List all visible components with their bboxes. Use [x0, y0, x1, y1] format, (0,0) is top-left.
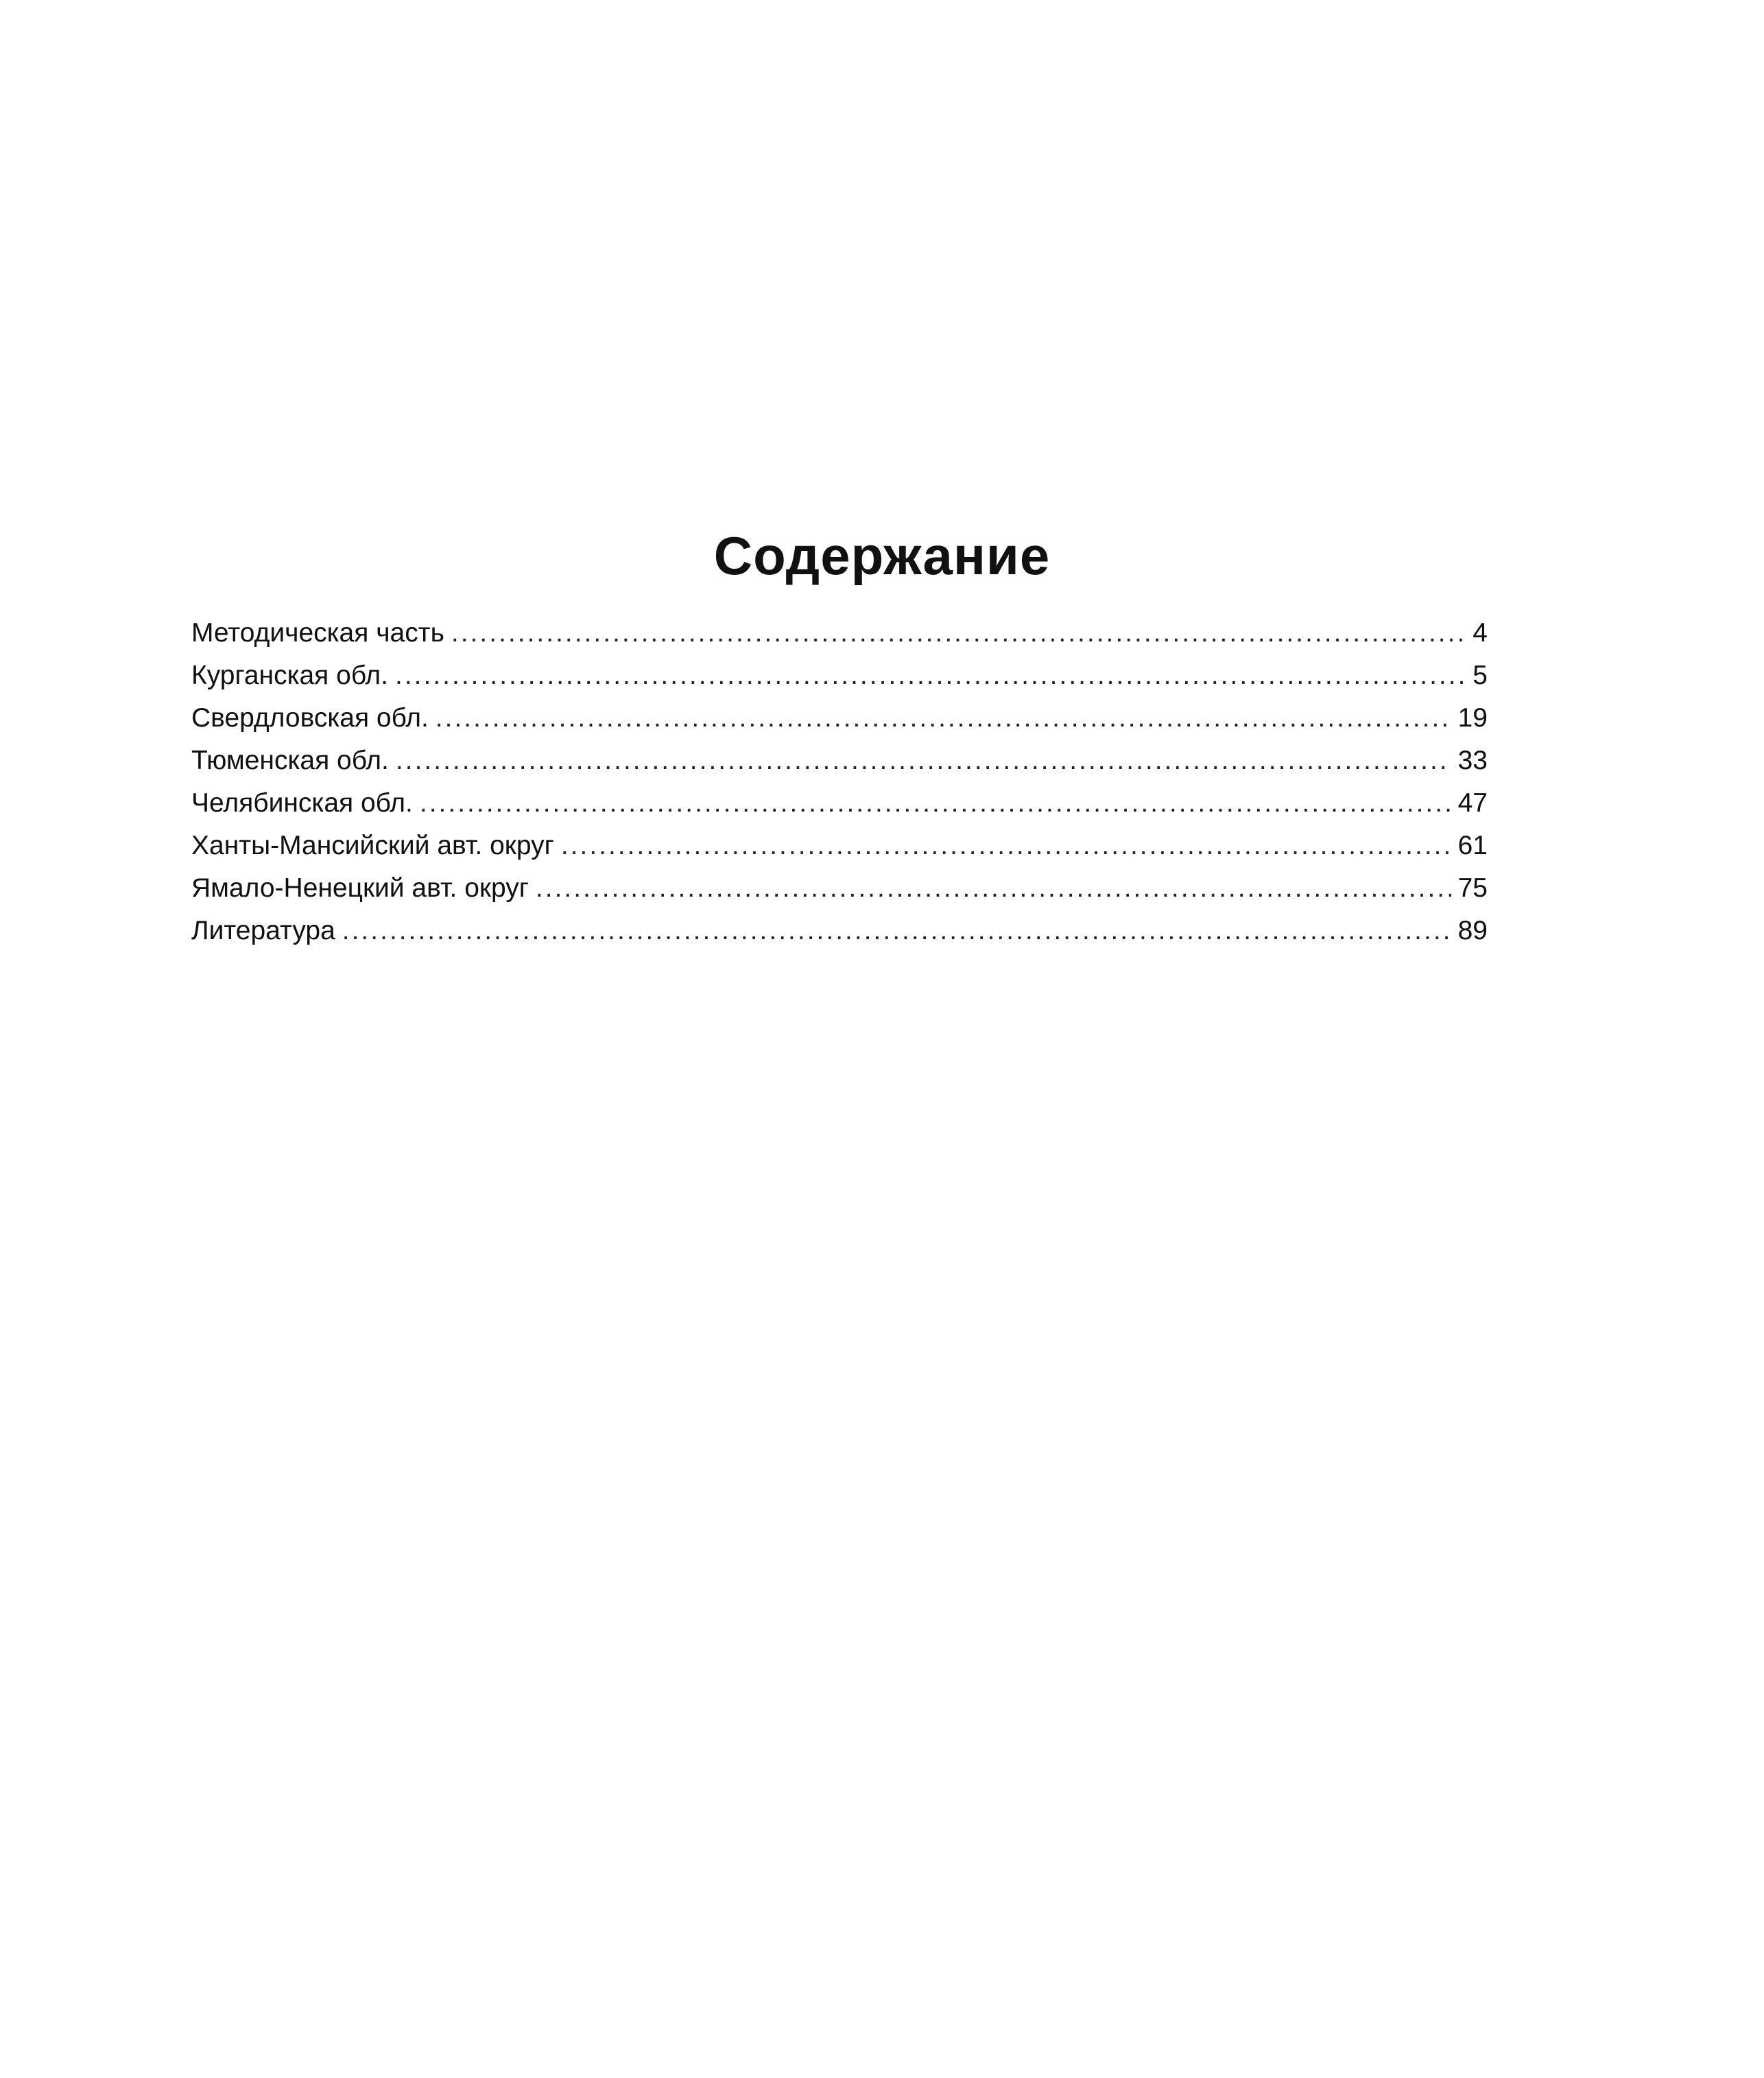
toc-entry-label: Литература — [191, 916, 335, 945]
toc-entry — [191, 782, 1488, 825]
toc-page-number: 47 — [1457, 788, 1488, 818]
toc-page-number: 89 — [1457, 916, 1488, 945]
toc-entry-label: Ханты-Мансийский авт. округ — [191, 831, 554, 860]
toc-dot-leader — [536, 867, 1451, 910]
toc-dot-leader — [396, 740, 1451, 782]
toc-page-number: 5 — [1473, 661, 1488, 690]
toc-entry-label: Тюменская обл. — [191, 746, 389, 775]
toc-entry-label: Методическая часть — [191, 618, 444, 648]
toc-page-number: 4 — [1473, 618, 1488, 648]
toc-page-number: 61 — [1457, 831, 1488, 860]
toc-entry — [191, 910, 1488, 952]
toc-page-number: 75 — [1457, 873, 1488, 903]
toc-entry — [191, 740, 1488, 782]
toc-entry — [191, 825, 1488, 867]
toc-dot-leader — [436, 697, 1451, 740]
toc-page-number: 33 — [1457, 746, 1488, 775]
toc-dot-leader — [420, 782, 1451, 825]
toc-entry — [191, 867, 1488, 910]
toc-entry — [191, 654, 1488, 697]
toc-entry-label: Курганская обл. — [191, 661, 388, 690]
toc-dot-leader — [451, 612, 1466, 654]
toc-dot-leader — [561, 825, 1451, 867]
table-of-contents — [191, 612, 1488, 952]
toc-entry — [191, 697, 1488, 740]
toc-page-number: 19 — [1457, 703, 1488, 733]
page-title: Содержание — [713, 526, 1051, 586]
toc-entry-label: Ямало-Ненецкий авт. округ — [191, 873, 529, 903]
toc-entry-label: Челябинская обл. — [191, 788, 413, 818]
toc-entry-label: Свердловская обл. — [191, 703, 429, 733]
toc-entry — [191, 612, 1488, 654]
toc-dot-leader — [342, 910, 1451, 952]
toc-dot-leader — [395, 654, 1466, 697]
